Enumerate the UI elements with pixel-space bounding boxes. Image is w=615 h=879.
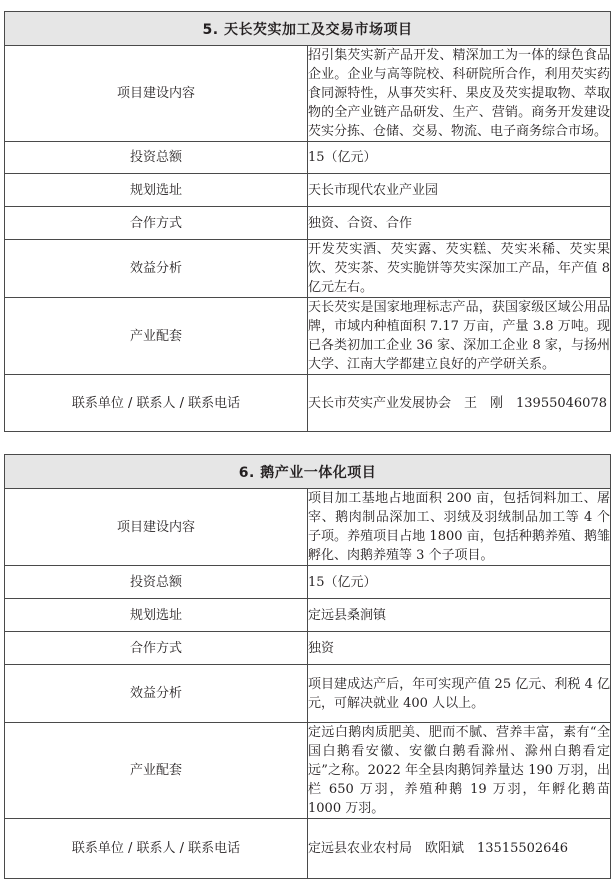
row-value: 天长芡实是国家地理标志产品，获国家级区域公用品牌，市域内种植面积 7.17 万亩，产量 3.8 万吨。现已各类初加工企业 36 家、深加工企业 8 家，与扬州大学、江南大学都建立良好的产学研关系。	[308, 298, 611, 375]
row-label: 合作方式	[5, 207, 308, 240]
row-value: 独资	[308, 632, 611, 665]
table-row	[5, 174, 611, 207]
table-row	[5, 46, 611, 142]
project-title: 6. 鹅产业一体化项目	[5, 455, 611, 489]
row-label: 规划选址	[5, 174, 308, 207]
row-label: 产业配套	[5, 298, 308, 375]
row-value: 项目加工基地占地面积 200 亩，包括饲料加工、屠宰、鹅肉制品深加工、羽绒及羽绒制品加工等 4 个子项。养殖项目占地 1800 亩，包括种鹅养殖、鹅雏孵化、肉鹅养殖等 3 个子项目。	[308, 489, 611, 566]
table-row	[5, 489, 611, 566]
table-row	[5, 240, 611, 298]
row-value: 15（亿元）	[308, 142, 611, 174]
row-label: 联系单位 / 联系人 / 联系电话	[5, 819, 308, 879]
row-label: 产业配套	[5, 723, 308, 819]
row-value: 招引集芡实新产品开发、精深加工为一体的绿色食品企业。企业与高等院校、科研院所合作，利用芡实药食同源特性，从事芡实秆、果皮及芡实提取物、萃取物的全产业链产品研发、生产、营销。商务开发建设芡实分拣、仓储、交易、物流、电子商务综合市场。	[308, 46, 611, 142]
row-value: 15（亿元）	[308, 566, 611, 599]
row-value: 定远县桑涧镇	[308, 599, 611, 632]
project-table-6	[4, 454, 611, 879]
table-row	[5, 632, 611, 665]
row-value: 独资、合资、合作	[308, 207, 611, 240]
row-label: 联系单位 / 联系人 / 联系电话	[5, 375, 308, 432]
table-row	[5, 723, 611, 819]
row-label: 投资总额	[5, 142, 308, 174]
project-title-row	[5, 12, 611, 46]
table-row	[5, 599, 611, 632]
row-label: 项目建设内容	[5, 46, 308, 142]
row-label: 规划选址	[5, 599, 308, 632]
table-row	[5, 665, 611, 723]
table-row	[5, 819, 611, 879]
row-value: 项目建成达产后，年可实现产值 25 亿元、利税 4 亿元，可解决就业 400 人以上。	[308, 665, 611, 723]
project-table-5	[4, 11, 611, 432]
project-title: 5. 天长芡实加工及交易市场项目	[5, 12, 611, 46]
project-title-row	[5, 455, 611, 489]
row-value: 天长市现代农业产业园	[308, 174, 611, 207]
row-value: 开发芡实酒、芡实露、芡实糕、芡实米稀、芡实果饮、芡实茶、芡实脆饼等芡实深加工产品，年产值 8 亿元左右。	[308, 240, 611, 298]
table-row	[5, 298, 611, 375]
row-value: 定远县农业农村局 欧阳斌 13515502646	[308, 819, 611, 879]
row-label: 效益分析	[5, 665, 308, 723]
table-row	[5, 207, 611, 240]
row-value: 定远白鹅肉质肥美、肥而不腻、营养丰富，素有“全国白鹅看安徽、安徽白鹅看滁州、滁州白鹅看定远”之称。2022 年全县肉鹅饲养量达 190 万羽，出栏 650 万羽，养殖种鹅 19 万羽，年孵化鹅苗 1000 万羽。	[308, 723, 611, 819]
table-row	[5, 375, 611, 432]
table-row	[5, 566, 611, 599]
row-label: 投资总额	[5, 566, 308, 599]
row-label: 合作方式	[5, 632, 308, 665]
row-label: 项目建设内容	[5, 489, 308, 566]
row-label: 效益分析	[5, 240, 308, 298]
row-value: 天长市芡实产业发展协会 王 刚 13955046078	[308, 375, 611, 432]
table-row	[5, 142, 611, 174]
